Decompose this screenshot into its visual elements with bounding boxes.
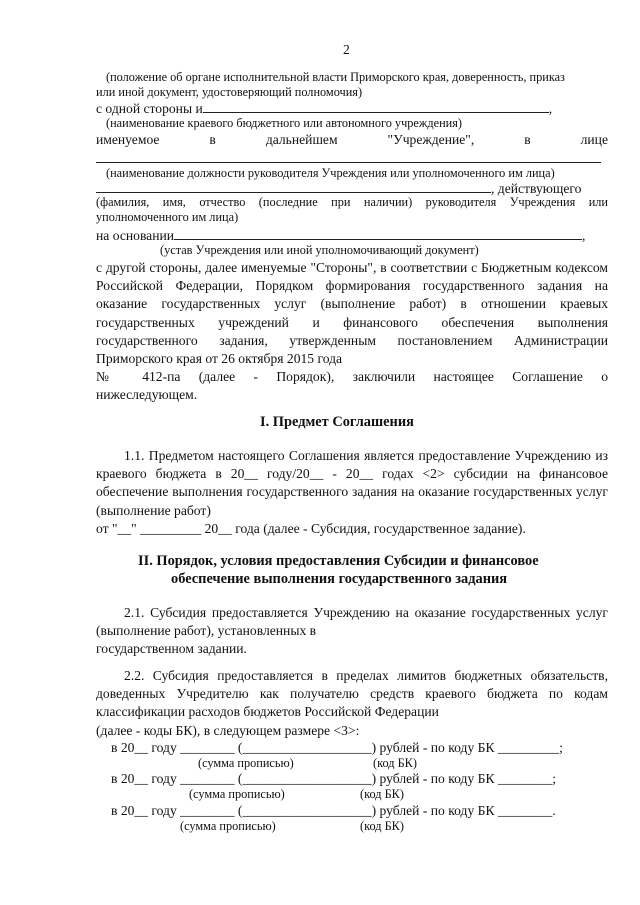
basis-label: на основании xyxy=(96,228,175,243)
caption-authority-cont: или иной документ, удостоверяющий полномочия) xyxy=(96,85,363,99)
caption-authority: (положение об органе исполнительной власти Приморского края, доверенность, приказ xyxy=(106,70,565,84)
caption-position: (наименование должности руководителя Учреждения или уполномоченного им лица) xyxy=(106,166,555,180)
representative-name-blank[interactable] xyxy=(96,180,491,193)
caption-fullname-cont: уполномоченного им лица) xyxy=(96,210,239,224)
amount-row[interactable]: в 20__ году ________ (___________________) рублей - по коду БК _________; xyxy=(111,740,563,755)
caption-charter: (устав Учреждения или иной уполномочивающий документ) xyxy=(160,243,479,257)
institution-name-blank[interactable] xyxy=(203,100,549,113)
amount-row[interactable]: в 20__ году ________ (___________________) рублей - по коду БК ________. xyxy=(111,803,556,818)
clause-1-1: 1.1. Предметом настоящего Соглашения является предоставление Учреждению из краевого бюджета в 20__ году/20__ - 20__ годах <2> субсидии на финансовое обеспечение выполнения государственного задания на оказание государственных услуг (выполнение работ) от "__" _________ 20__ года (далее - Субсидия, государственное задание). xyxy=(96,448,608,536)
caption-institution: (наименование краевого бюджетного или автономного учреждения) xyxy=(106,116,462,130)
caption-bk-code: (код БК) xyxy=(373,756,417,770)
caption-sum-words: (сумма прописью) xyxy=(198,756,294,770)
clause-2-1: 2.1. Субсидия предоставляется Учреждению на оказание государственных услуг (выполнение работ), установленных в государственном задании. xyxy=(96,605,608,657)
amount-row[interactable]: в 20__ году ________ (___________________) рублей - по коду БК ________; xyxy=(111,771,557,786)
section-2-title-line1: II. Порядок, условия предоставления Субсидии и финансовое xyxy=(138,553,539,569)
clause-2-2: 2.2. Субсидия предоставляется в пределах лимитов бюджетных обязательств, доведенных Учредителю как получателю средств краевого бюджета по кодам классификации расходов бюджетов Российской Федерации (далее - коды БК), в следующем размере <3>: xyxy=(96,668,608,738)
caption-fullname: (фамилия, имя, отчество (последние при наличии) руководителя Учреждения или xyxy=(96,195,608,209)
party-one-label: с одной стороны и xyxy=(96,101,203,116)
party-one-line: с одной стороны и , xyxy=(96,101,553,116)
basis-line: на основании , xyxy=(96,228,586,243)
caption-bk-code: (код БК) xyxy=(360,819,404,833)
preamble-paragraph: с другой стороны, далее именуемые "Стороны", в соответствии с Бюджетным кодексом Российской Федерации, Порядком формирования государственного задания на оказание государственных услуг (выполнение работ) в отношении краевых государственных учреждений и финансового обеспечения выполнения государственного задания, утвержденным постановлением Администрации Приморского края от 26 октября 2015 года № 412-па (далее - Порядок), заключили настоящее Соглашение о нижеследующем. xyxy=(96,260,608,403)
basis-document-blank[interactable] xyxy=(174,227,582,240)
caption-sum-words: (сумма прописью) xyxy=(189,787,285,801)
representative-position-blank[interactable] xyxy=(96,162,601,163)
caption-bk-code: (код БК) xyxy=(360,787,404,801)
page-number: 2 xyxy=(343,42,350,57)
named-institution-line: именуемое в дальнейшем "Учреждение", в лице xyxy=(96,132,608,147)
section-2-title-line2: обеспечение выполнения государственного задания xyxy=(171,571,508,587)
acting-line: , действующего xyxy=(96,180,581,197)
section-1-title: I. Предмет Соглашения xyxy=(260,414,414,430)
caption-sum-words: (сумма прописью) xyxy=(180,819,276,833)
